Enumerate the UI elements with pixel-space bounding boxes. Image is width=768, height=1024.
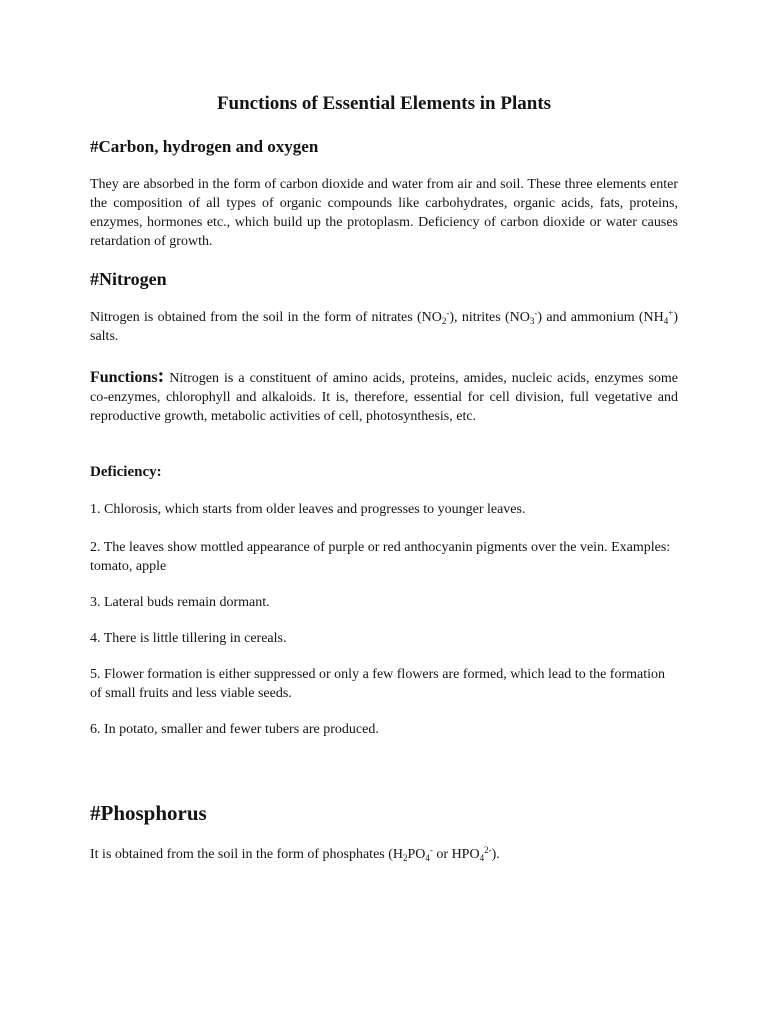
heading-nitrogen: #Nitrogen (90, 269, 167, 289)
functions-label: Functions (90, 369, 158, 386)
document-title: Functions of Essential Elements in Plants (216, 93, 552, 114)
paragraph-phosphorus-source: It is obtained from the soil in the form of phosphates ($H_2PO_4^-$ or $HPO_4^{2-}$). (90, 845, 500, 863)
deficiency-item: 4. There is little tillering in cereals. (90, 631, 287, 646)
deficiency-item: 2. The leaves show mottled appearance of purple or red anthocyanin pigments over the vein. Examples: tomato, apple (90, 540, 671, 574)
paragraph-nitrogen-functions: Functions: Nitrogen is a constituent of amino acids, proteins, amides, nucleic acids, enzymes some co-enzymes, chlorophyll and alkaloids. It is, therefore, essential for cell division, full vegetative and reproductive growth, metabolic activities of cell, photosynthesis, etc. (90, 365, 678, 424)
paragraph-nitrogen-source: Nitrogen is obtained from the soil in the form of nitrates $(NO_2^-)$, nitrites $(NO_3^-)$ and ammonium $(NH_4^+)$ salts. (90, 308, 678, 344)
deficiency-item: 5. Flower formation is either suppressed or only a few flowers are formed, which lead to the formation of small fruits and less viable seeds. (90, 667, 665, 701)
paragraph-carbon-hydrogen-oxygen: They are absorbed in the form of carbon dioxide and water from air and soil. These three elements enter the composition of all types of organic compounds like carbohydrates, organic acids, fats, proteins, enzymes, hormones etc., which build up the protoplasm. Deficiency of carbon dioxide or water causes retardation of growth. (90, 177, 678, 249)
deficiency-heading: Deficiency: (90, 464, 162, 480)
deficiency-item: 3. Lateral buds remain dormant. (90, 595, 270, 610)
heading-phosphorus: #Phosphorus (90, 801, 207, 825)
deficiency-item: 1. Chlorosis, which starts from older leaves and progresses to younger leaves. (90, 502, 526, 517)
deficiency-item: 6. In potato, smaller and fewer tubers are produced. (90, 722, 379, 737)
heading-carbon-hydrogen-oxygen: #Carbon, hydrogen and oxygen (90, 137, 319, 156)
